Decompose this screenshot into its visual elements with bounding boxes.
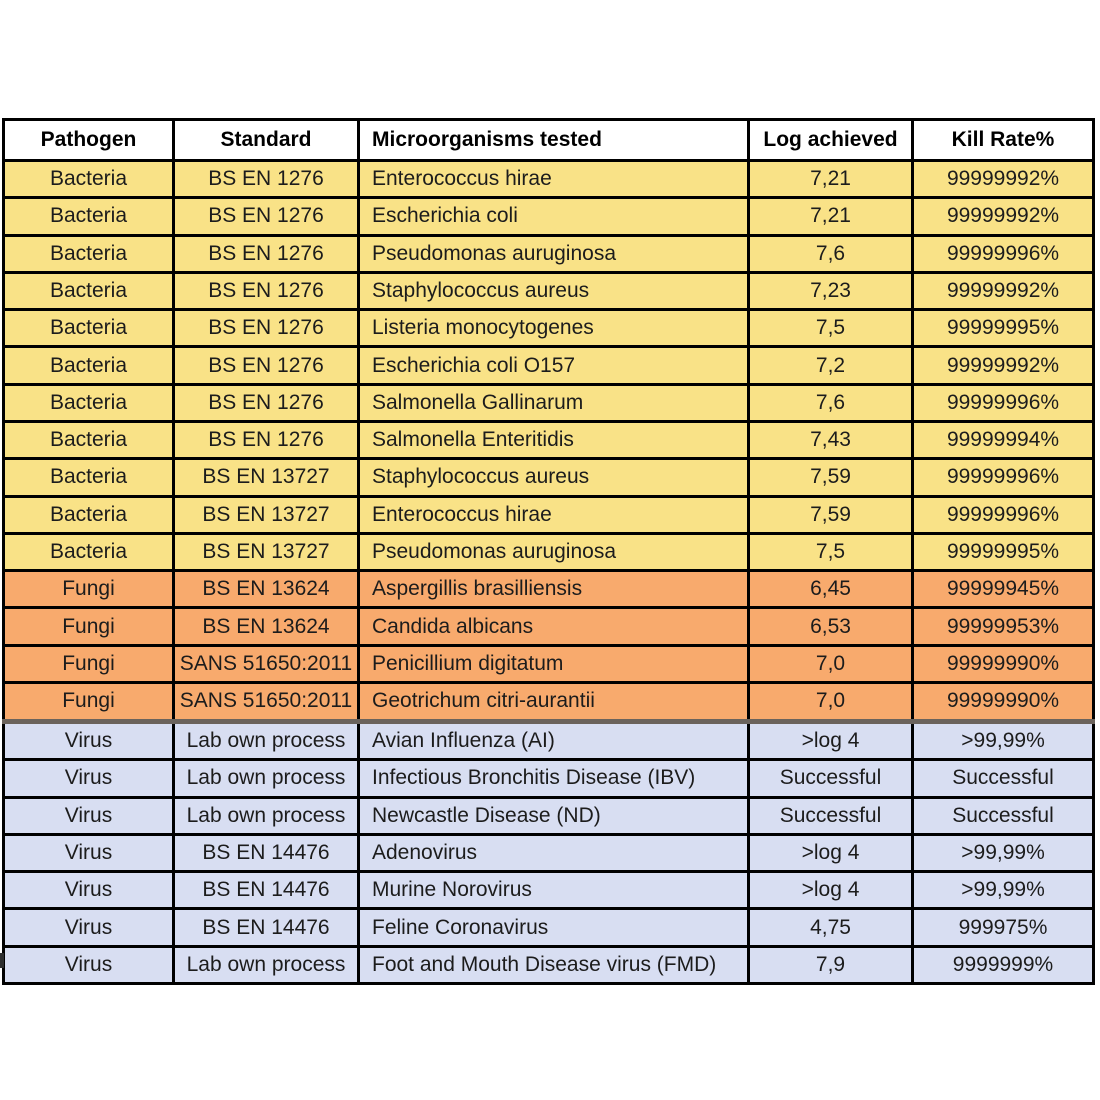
cell-microorganism: Enterococcus hirae xyxy=(359,496,749,533)
cell-log-achieved: 7,59 xyxy=(749,459,913,496)
cell-pathogen: Bacteria xyxy=(4,533,174,570)
cell-microorganism: Salmonella Enteritidis xyxy=(359,421,749,458)
cell-kill-rate: 99999992% xyxy=(913,347,1094,384)
cell-pathogen: Fungi xyxy=(4,682,174,721)
cell-pathogen: Bacteria xyxy=(4,235,174,272)
column-header-microorganisms: Microorganisms tested xyxy=(359,120,749,161)
table-row xyxy=(4,721,1094,760)
cell-standard: BS EN 1276 xyxy=(174,161,359,198)
cell-standard: SANS 51650:2011 xyxy=(174,682,359,721)
cell-standard: Lab own process xyxy=(174,760,359,797)
cell-log-achieved: 7,2 xyxy=(749,347,913,384)
cell-log-achieved: Successful xyxy=(749,760,913,797)
cell-standard: BS EN 1276 xyxy=(174,310,359,347)
table-row xyxy=(4,608,1094,645)
cell-standard: BS EN 1276 xyxy=(174,198,359,235)
cell-kill-rate: 99999992% xyxy=(913,198,1094,235)
cell-pathogen: Bacteria xyxy=(4,496,174,533)
cell-standard: BS EN 1276 xyxy=(174,235,359,272)
cell-kill-rate: 99999945% xyxy=(913,571,1094,608)
cell-kill-rate: >99,99% xyxy=(913,872,1094,909)
column-header-kill-rate: Kill Rate% xyxy=(913,120,1094,161)
cell-standard: BS EN 1276 xyxy=(174,384,359,421)
cell-pathogen: Virus xyxy=(4,946,174,983)
cell-microorganism: Avian Influenza (AI) xyxy=(359,721,749,760)
pathogen-test-table xyxy=(2,118,1095,985)
cell-pathogen: Virus xyxy=(4,834,174,871)
table-row xyxy=(4,272,1094,309)
cell-log-achieved: 7,21 xyxy=(749,198,913,235)
cell-kill-rate: 99999992% xyxy=(913,161,1094,198)
cell-microorganism: Pseudomonas auruginosa xyxy=(359,235,749,272)
cell-pathogen: Fungi xyxy=(4,645,174,682)
cell-standard: BS EN 14476 xyxy=(174,834,359,871)
table-row xyxy=(4,235,1094,272)
cell-log-achieved: >log 4 xyxy=(749,834,913,871)
cell-microorganism: Murine Norovirus xyxy=(359,872,749,909)
table-row xyxy=(4,909,1094,946)
cell-standard: Lab own process xyxy=(174,946,359,983)
cell-pathogen: Virus xyxy=(4,909,174,946)
cell-standard: BS EN 14476 xyxy=(174,872,359,909)
cell-log-achieved: 7,21 xyxy=(749,161,913,198)
cell-pathogen: Bacteria xyxy=(4,384,174,421)
cell-microorganism: Escherichia coli O157 xyxy=(359,347,749,384)
table-row xyxy=(4,834,1094,871)
cell-kill-rate: 99999995% xyxy=(913,533,1094,570)
cell-pathogen: Bacteria xyxy=(4,198,174,235)
cell-log-achieved: 4,75 xyxy=(749,909,913,946)
cell-log-achieved: 7,9 xyxy=(749,946,913,983)
cell-standard: BS EN 13727 xyxy=(174,533,359,570)
cell-kill-rate: 99999990% xyxy=(913,682,1094,721)
table-row xyxy=(4,421,1094,458)
cell-log-achieved: 7,0 xyxy=(749,645,913,682)
cell-standard: BS EN 1276 xyxy=(174,272,359,309)
cell-microorganism: Pseudomonas auruginosa xyxy=(359,533,749,570)
cell-log-achieved: 7,5 xyxy=(749,533,913,570)
cell-pathogen: Bacteria xyxy=(4,272,174,309)
cell-kill-rate: 99999996% xyxy=(913,235,1094,272)
cell-kill-rate: 99999994% xyxy=(913,421,1094,458)
column-header-log-achieved: Log achieved xyxy=(749,120,913,161)
cell-microorganism: Aspergillis brasilliensis xyxy=(359,571,749,608)
cell-log-achieved: 7,5 xyxy=(749,310,913,347)
table-row xyxy=(4,760,1094,797)
cell-pathogen: Virus xyxy=(4,721,174,760)
cell-log-achieved: 7,6 xyxy=(749,384,913,421)
cell-pathogen: Fungi xyxy=(4,571,174,608)
cell-kill-rate: 99999996% xyxy=(913,384,1094,421)
table-row xyxy=(4,496,1094,533)
cell-standard: BS EN 13727 xyxy=(174,459,359,496)
cell-log-achieved: 7,59 xyxy=(749,496,913,533)
cell-log-achieved: 6,53 xyxy=(749,608,913,645)
table-row xyxy=(4,198,1094,235)
cell-standard: BS EN 1276 xyxy=(174,421,359,458)
cell-standard: BS EN 13624 xyxy=(174,608,359,645)
cell-standard: BS EN 14476 xyxy=(174,909,359,946)
cell-kill-rate: Successful xyxy=(913,797,1094,834)
table-row xyxy=(4,459,1094,496)
column-header-pathogen: Pathogen xyxy=(4,120,174,161)
cell-microorganism: Staphylococcus aureus xyxy=(359,272,749,309)
cell-kill-rate: Successful xyxy=(913,760,1094,797)
cell-standard: SANS 51650:2011 xyxy=(174,645,359,682)
cell-kill-rate: >99,99% xyxy=(913,721,1094,760)
cell-log-achieved: 7,43 xyxy=(749,421,913,458)
cell-log-achieved: 7,6 xyxy=(749,235,913,272)
cell-standard: Lab own process xyxy=(174,721,359,760)
cell-pathogen: Fungi xyxy=(4,608,174,645)
cell-microorganism: Newcastle Disease (ND) xyxy=(359,797,749,834)
cell-kill-rate: 99999990% xyxy=(913,645,1094,682)
table-row xyxy=(4,384,1094,421)
cell-microorganism: Geotrichum citri-aurantii xyxy=(359,682,749,721)
table-body xyxy=(4,161,1094,984)
cell-log-achieved: >log 4 xyxy=(749,872,913,909)
header-row xyxy=(4,120,1094,161)
cell-standard: BS EN 13624 xyxy=(174,571,359,608)
cell-microorganism: Salmonella Gallinarum xyxy=(359,384,749,421)
cell-log-achieved: 7,0 xyxy=(749,682,913,721)
table-row xyxy=(4,645,1094,682)
table-row xyxy=(4,946,1094,983)
table-header xyxy=(4,120,1094,161)
cell-pathogen: Virus xyxy=(4,872,174,909)
cell-kill-rate: 99999992% xyxy=(913,272,1094,309)
cell-log-achieved: 6,45 xyxy=(749,571,913,608)
cell-kill-rate: >99,99% xyxy=(913,834,1094,871)
table-row xyxy=(4,872,1094,909)
table-row xyxy=(4,533,1094,570)
cell-microorganism: Candida albicans xyxy=(359,608,749,645)
table-row xyxy=(4,161,1094,198)
cell-pathogen: Bacteria xyxy=(4,347,174,384)
column-header-standard: Standard xyxy=(174,120,359,161)
cell-kill-rate: 99999995% xyxy=(913,310,1094,347)
cell-microorganism: Escherichia coli xyxy=(359,198,749,235)
cell-standard: BS EN 13727 xyxy=(174,496,359,533)
cell-pathogen: Virus xyxy=(4,797,174,834)
cell-microorganism: Adenovirus xyxy=(359,834,749,871)
table-row xyxy=(4,310,1094,347)
cell-kill-rate: 9999999% xyxy=(913,946,1094,983)
cell-log-achieved: 7,23 xyxy=(749,272,913,309)
cell-standard: BS EN 1276 xyxy=(174,347,359,384)
cell-pathogen: Bacteria xyxy=(4,310,174,347)
cell-pathogen: Bacteria xyxy=(4,421,174,458)
cell-pathogen: Bacteria xyxy=(4,459,174,496)
cell-kill-rate: 99999953% xyxy=(913,608,1094,645)
cell-microorganism: Listeria monocytogenes xyxy=(359,310,749,347)
cell-kill-rate: 999975% xyxy=(913,909,1094,946)
cell-pathogen: Virus xyxy=(4,760,174,797)
cell-pathogen: Bacteria xyxy=(4,161,174,198)
table-row xyxy=(4,347,1094,384)
cell-standard: Lab own process xyxy=(174,797,359,834)
table-row xyxy=(4,682,1094,721)
cell-log-achieved: >log 4 xyxy=(749,721,913,760)
table-row xyxy=(4,571,1094,608)
cell-kill-rate: 99999996% xyxy=(913,496,1094,533)
cell-microorganism: Infectious Bronchitis Disease (IBV) xyxy=(359,760,749,797)
table-row xyxy=(4,797,1094,834)
cell-log-achieved: Successful xyxy=(749,797,913,834)
cell-microorganism: Staphylococcus aureus xyxy=(359,459,749,496)
cell-kill-rate: 99999996% xyxy=(913,459,1094,496)
cell-microorganism: Penicillium digitatum xyxy=(359,645,749,682)
edge-artifact-mark xyxy=(0,953,4,968)
cell-microorganism: Feline Coronavirus xyxy=(359,909,749,946)
cell-microorganism: Foot and Mouth Disease virus (FMD) xyxy=(359,946,749,983)
cell-microorganism: Enterococcus hirae xyxy=(359,161,749,198)
